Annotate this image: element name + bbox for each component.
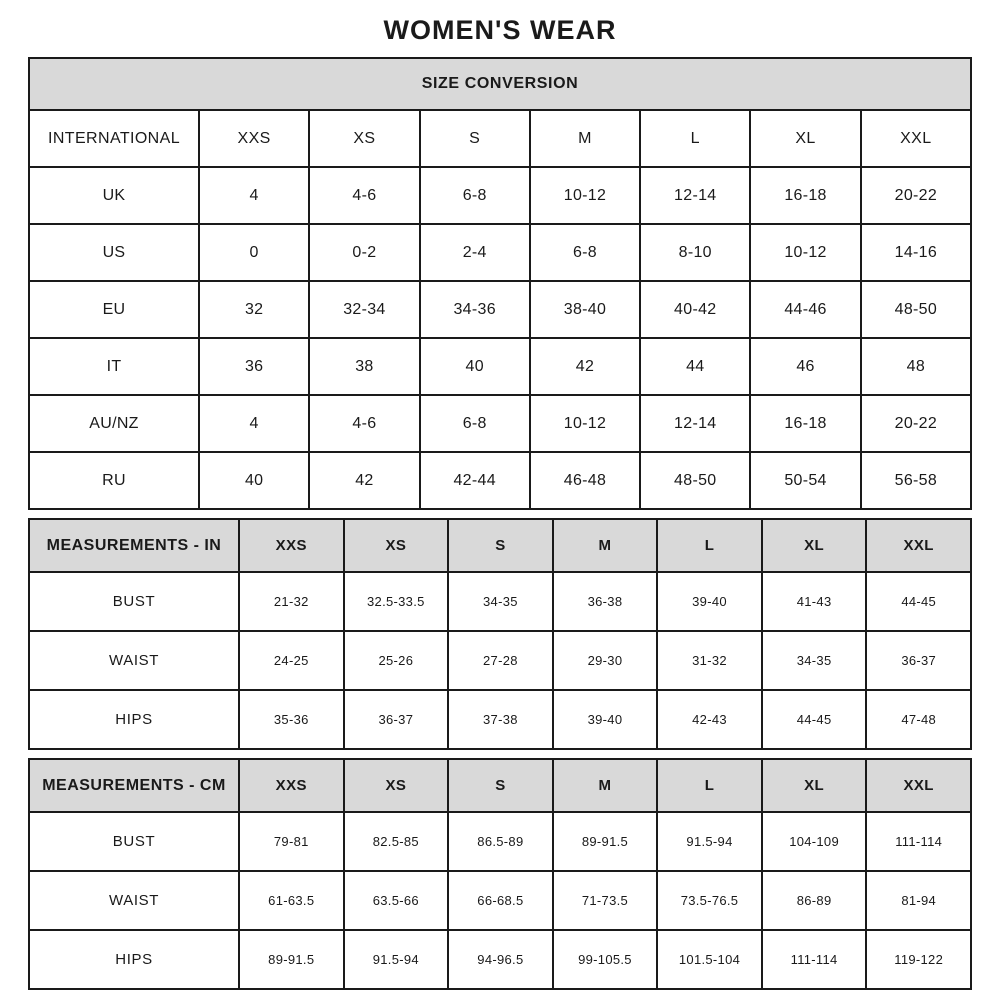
measurements-cm-table — [28, 758, 972, 990]
size-header-row — [29, 110, 971, 167]
size-value-cell: 104-109 — [762, 812, 867, 871]
row-label-header: MEASUREMENTS - IN — [29, 519, 239, 572]
size-column-header-xxs: XXS — [239, 759, 344, 812]
table-row — [29, 395, 971, 452]
size-column-header-l: L — [657, 519, 762, 572]
size-value-cell: 40-42 — [640, 281, 750, 338]
size-value-cell: 35-36 — [239, 690, 344, 749]
size-column-header-xl: XL — [762, 759, 867, 812]
table-row — [29, 167, 971, 224]
size-value-cell: 111-114 — [762, 930, 867, 989]
size-value-cell: 4 — [199, 395, 309, 452]
size-value-cell: 2-4 — [420, 224, 530, 281]
size-value-cell: 10-12 — [530, 167, 640, 224]
size-column-header-xs: XS — [309, 110, 419, 167]
size-conversion-table — [28, 57, 972, 510]
size-value-cell: 4-6 — [309, 167, 419, 224]
size-value-cell: 91.5-94 — [344, 930, 449, 989]
size-value-cell: 46 — [750, 338, 860, 395]
size-value-cell: 48-50 — [861, 281, 971, 338]
size-value-cell: 27-28 — [448, 631, 553, 690]
size-value-cell: 73.5-76.5 — [657, 871, 762, 930]
size-value-cell: 44-45 — [762, 690, 867, 749]
row-label: WAIST — [29, 631, 239, 690]
size-value-cell: 94-96.5 — [448, 930, 553, 989]
size-value-cell: 99-105.5 — [553, 930, 658, 989]
table-row — [29, 572, 971, 631]
size-value-cell: 91.5-94 — [657, 812, 762, 871]
size-value-cell: 10-12 — [530, 395, 640, 452]
row-label: BUST — [29, 812, 239, 871]
size-value-cell: 39-40 — [553, 690, 658, 749]
size-value-cell: 25-26 — [344, 631, 449, 690]
size-value-cell: 44-45 — [866, 572, 971, 631]
size-value-cell: 44 — [640, 338, 750, 395]
size-value-cell: 6-8 — [420, 395, 530, 452]
size-column-header-s: S — [420, 110, 530, 167]
size-value-cell: 48 — [861, 338, 971, 395]
size-value-cell: 50-54 — [750, 452, 860, 509]
table-row — [29, 871, 971, 930]
size-column-header-xl: XL — [762, 519, 867, 572]
row-label: WAIST — [29, 871, 239, 930]
row-label: EU — [29, 281, 199, 338]
size-value-cell: 32 — [199, 281, 309, 338]
size-value-cell: 82.5-85 — [344, 812, 449, 871]
size-value-cell: 38-40 — [530, 281, 640, 338]
size-value-cell: 42 — [530, 338, 640, 395]
size-column-header-s: S — [448, 759, 553, 812]
size-value-cell: 12-14 — [640, 395, 750, 452]
size-value-cell: 101.5-104 — [657, 930, 762, 989]
size-value-cell: 14-16 — [861, 224, 971, 281]
size-value-cell: 36-38 — [553, 572, 658, 631]
size-column-header-s: S — [448, 519, 553, 572]
size-value-cell: 34-35 — [762, 631, 867, 690]
size-value-cell: 34-36 — [420, 281, 530, 338]
table-row — [29, 452, 971, 509]
size-value-cell: 0 — [199, 224, 309, 281]
measurements-in-table — [28, 518, 972, 750]
size-value-cell: 42-44 — [420, 452, 530, 509]
size-column-header-xxl: XXL — [861, 110, 971, 167]
table-row — [29, 281, 971, 338]
row-label: US — [29, 224, 199, 281]
size-value-cell: 29-30 — [553, 631, 658, 690]
size-value-cell: 4 — [199, 167, 309, 224]
size-value-cell: 36-37 — [344, 690, 449, 749]
size-value-cell: 119-122 — [866, 930, 971, 989]
size-value-cell: 86.5-89 — [448, 812, 553, 871]
size-value-cell: 89-91.5 — [239, 930, 344, 989]
size-value-cell: 36-37 — [866, 631, 971, 690]
size-value-cell: 40 — [420, 338, 530, 395]
row-label: IT — [29, 338, 199, 395]
size-value-cell: 46-48 — [530, 452, 640, 509]
size-column-header-l: L — [640, 110, 750, 167]
table-row — [29, 224, 971, 281]
size-value-cell: 37-38 — [448, 690, 553, 749]
size-value-cell: 6-8 — [530, 224, 640, 281]
size-value-cell: 16-18 — [750, 395, 860, 452]
size-value-cell: 20-22 — [861, 167, 971, 224]
size-column-header-xl: XL — [750, 110, 860, 167]
size-value-cell: 6-8 — [420, 167, 530, 224]
row-label-header: MEASUREMENTS - CM — [29, 759, 239, 812]
row-label: AU/NZ — [29, 395, 199, 452]
page-title: WOMEN'S WEAR — [383, 15, 617, 45]
size-value-cell: 41-43 — [762, 572, 867, 631]
size-value-cell: 8-10 — [640, 224, 750, 281]
size-value-cell: 32.5-33.5 — [344, 572, 449, 631]
size-value-cell: 111-114 — [866, 812, 971, 871]
size-value-cell: 38 — [309, 338, 419, 395]
table-banner: SIZE CONVERSION — [29, 58, 971, 110]
size-value-cell: 12-14 — [640, 167, 750, 224]
size-value-cell: 56-58 — [861, 452, 971, 509]
size-value-cell: 81-94 — [866, 871, 971, 930]
size-column-header-xxl: XXL — [866, 759, 971, 812]
row-label: UK — [29, 167, 199, 224]
size-header-row — [29, 519, 971, 572]
size-value-cell: 48-50 — [640, 452, 750, 509]
size-value-cell: 79-81 — [239, 812, 344, 871]
row-label: HIPS — [29, 930, 239, 989]
table-row — [29, 690, 971, 749]
row-label: BUST — [29, 572, 239, 631]
size-column-header-m: M — [530, 110, 640, 167]
table-banner-row — [29, 58, 971, 110]
size-value-cell: 10-12 — [750, 224, 860, 281]
size-value-cell: 89-91.5 — [553, 812, 658, 871]
size-value-cell: 0-2 — [309, 224, 419, 281]
size-value-cell: 86-89 — [762, 871, 867, 930]
size-column-header-xxl: XXL — [866, 519, 971, 572]
size-value-cell: 66-68.5 — [448, 871, 553, 930]
size-column-header-xxs: XXS — [239, 519, 344, 572]
size-value-cell: 42 — [309, 452, 419, 509]
size-value-cell: 4-6 — [309, 395, 419, 452]
size-column-header-xs: XS — [344, 759, 449, 812]
size-value-cell: 44-46 — [750, 281, 860, 338]
size-column-header-xxs: XXS — [199, 110, 309, 167]
size-value-cell: 34-35 — [448, 572, 553, 631]
size-value-cell: 39-40 — [657, 572, 762, 631]
size-column-header-xs: XS — [344, 519, 449, 572]
size-value-cell: 31-32 — [657, 631, 762, 690]
table-row — [29, 930, 971, 989]
size-value-cell: 63.5-66 — [344, 871, 449, 930]
size-column-header-m: M — [553, 759, 658, 812]
size-header-row — [29, 759, 971, 812]
size-value-cell: 40 — [199, 452, 309, 509]
size-value-cell: 21-32 — [239, 572, 344, 631]
size-value-cell: 32-34 — [309, 281, 419, 338]
table-row — [29, 631, 971, 690]
row-label: HIPS — [29, 690, 239, 749]
size-value-cell: 61-63.5 — [239, 871, 344, 930]
size-value-cell: 36 — [199, 338, 309, 395]
size-value-cell: 42-43 — [657, 690, 762, 749]
size-value-cell: 16-18 — [750, 167, 860, 224]
size-column-header-m: M — [553, 519, 658, 572]
size-column-header-l: L — [657, 759, 762, 812]
size-value-cell: 24-25 — [239, 631, 344, 690]
row-label: RU — [29, 452, 199, 509]
table-row — [29, 812, 971, 871]
table-row — [29, 338, 971, 395]
size-value-cell: 20-22 — [861, 395, 971, 452]
size-value-cell: 47-48 — [866, 690, 971, 749]
size-value-cell: 71-73.5 — [553, 871, 658, 930]
row-label-header: INTERNATIONAL — [29, 110, 199, 167]
